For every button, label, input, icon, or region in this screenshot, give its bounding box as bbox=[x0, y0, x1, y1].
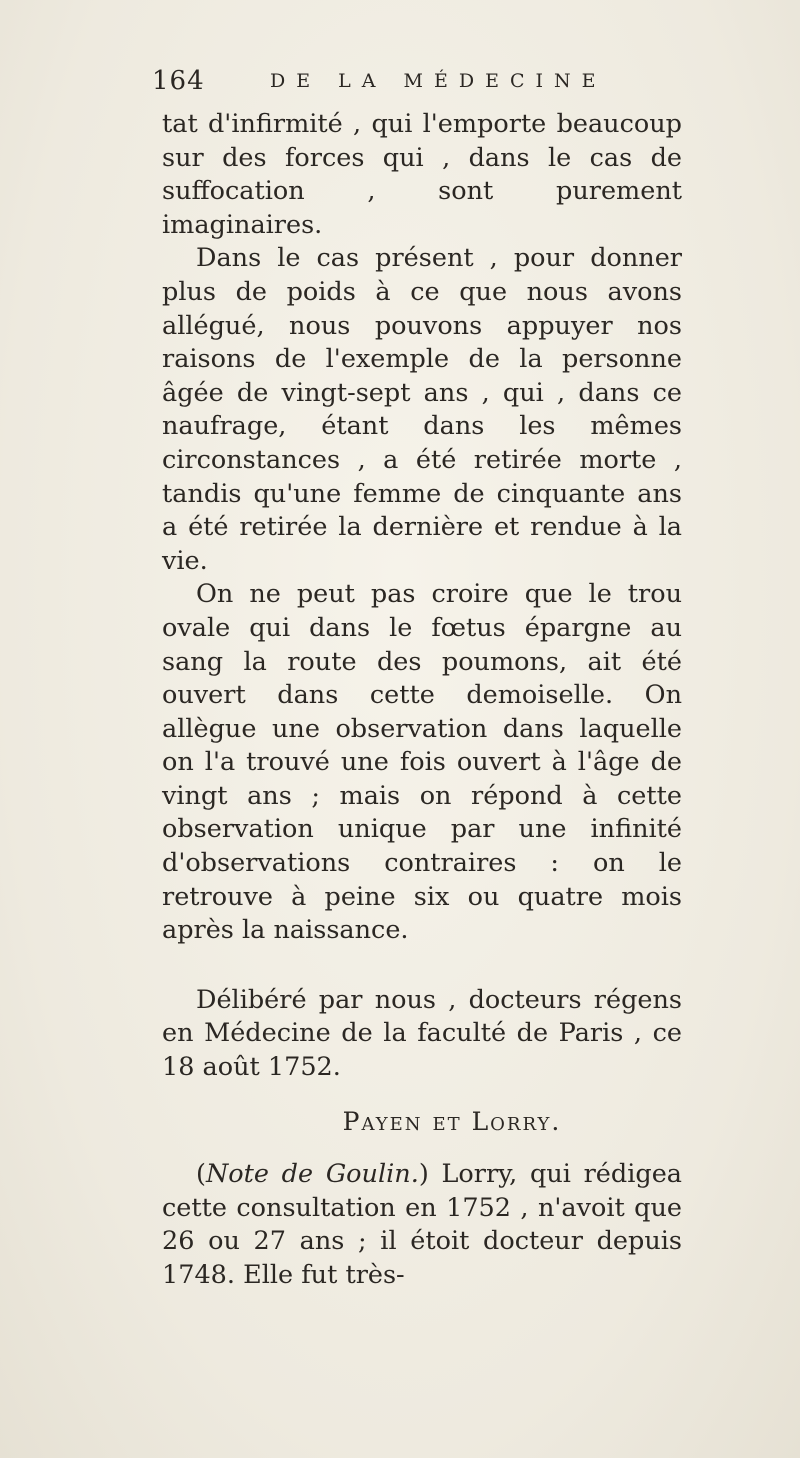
page-number: 164 bbox=[152, 66, 205, 96]
paragraph-continuation: tat d'infirmité , qui l'emporte beaucoup sur des forces qui , dans le cas de suffocation , sont purement imaginaires. bbox=[162, 109, 682, 240]
note-open-paren: ( bbox=[196, 1159, 206, 1190]
running-head: DE LA MÉDECINE bbox=[270, 70, 607, 92]
paragraph-oval-hole: On ne peut pas croire que le trou ovale qui dans le fœtus épargne au sang la route des poumons, ait été ouvert dans cette demoiselle. On allègue une observation dans laquelle on l'a trouvé une fois ouvert à l'âge de vingt ans ; mais on répond à cette observation unique par une infinité d'observations contraires : on le retrouve à peine six ou quatre mois après la naissance. bbox=[162, 579, 682, 946]
paragraph-present-case: Dans le cas présent , pour donner plus de poids à ce que nous avons allégué, nous pouvons appuyer nos raisons de l'exemple de la personne âgée de vingt-sept ans , qui , dans ce naufrage, étant dans les mêmes circonstances , a été retirée morte , tandis qu'une femme de cinquante ans a été retirée la dernière et rendue à la vie. bbox=[162, 243, 682, 576]
paragraph-deliberation: Délibéré par nous , docteurs régens en Médecine de la faculté de Paris , ce 18 août 1752. bbox=[162, 984, 682, 1083]
note-label: Note de Goulin. bbox=[205, 1159, 419, 1190]
page-header bbox=[152, 66, 652, 100]
note-text: Lorry, qui rédigea cette consultation en 1752 , n'avoit que 26 ou 27 ans ; il étoit docteur depuis 1748. Elle fut très- bbox=[162, 1159, 682, 1290]
note-close-paren: ) bbox=[418, 1159, 429, 1190]
paragraph-note bbox=[162, 1158, 682, 1292]
body-text bbox=[162, 108, 682, 1293]
signature: Payen et Lorry. bbox=[342, 1106, 562, 1136]
